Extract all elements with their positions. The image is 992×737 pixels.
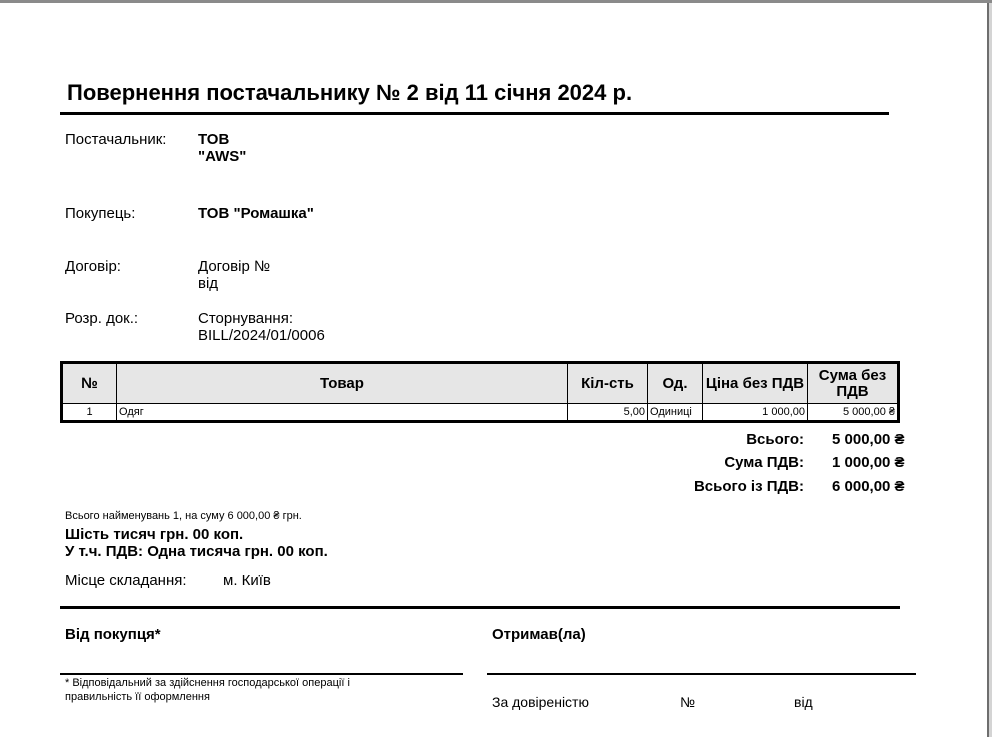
from-buyer-heading: Від покупця* (65, 626, 161, 643)
grand-total-value: 6 000,00 ₴ (832, 478, 905, 495)
col-header-price: Ціна без ПДВ (703, 363, 808, 404)
col-header-quantity: Кіл-сть (568, 363, 648, 404)
proxy-label: За довіреністю (492, 694, 589, 710)
items-table (60, 361, 900, 423)
total-label: Всього: (746, 431, 804, 448)
supplier-name-line1: ТОВ (198, 131, 230, 148)
received-heading: Отримав(ла) (492, 626, 586, 643)
col-header-number: № (62, 363, 117, 404)
supplier-name-line2: "AWS" (198, 148, 247, 165)
proxy-number-label: № (680, 694, 696, 710)
settlement-doc-label: Розр. док.: (65, 310, 139, 327)
buyer-signature-line (60, 673, 463, 675)
settlement-doc-line2: BILL/2024/01/0006 (198, 327, 325, 344)
buyer-name: ТОВ "Ромашка" (198, 205, 314, 222)
cell-quantity: 5,00 (568, 404, 648, 422)
cell-unit: Одиниці (648, 404, 703, 422)
proxy-date-label: від (794, 694, 813, 710)
cell-sum: 5 000,00 ₴ (808, 404, 899, 422)
place-value: м. Київ (223, 572, 271, 589)
total-value: 5 000,00 ₴ (832, 431, 905, 448)
section-separator (60, 606, 900, 609)
title-underline (60, 112, 889, 115)
col-header-product: Товар (117, 363, 568, 404)
supplier-label: Постачальник: (65, 131, 167, 148)
receiver-signature-line (487, 673, 916, 675)
document-title: Повернення постачальнику № 2 від 11 січня 2024 р. (67, 80, 633, 105)
window-top-border (0, 0, 992, 3)
cell-price: 1 000,00 (703, 404, 808, 422)
cell-product: Одяг (117, 404, 568, 422)
vat-in-words: У т.ч. ПДВ: Одна тисяча грн. 00 коп. (65, 543, 328, 560)
contract-line2: від (198, 275, 219, 292)
table-header-row (62, 363, 899, 404)
vat-label: Сума ПДВ: (724, 454, 804, 471)
col-header-unit: Од. (648, 363, 703, 404)
vat-value: 1 000,00 ₴ (832, 454, 905, 471)
settlement-doc-line1: Сторнування: (198, 310, 294, 327)
buyer-label: Покупець: (65, 205, 136, 222)
col-header-sum: Сума без ПДВ (808, 363, 899, 404)
place-label: Місце складання: (65, 572, 187, 589)
items-summary: Всього найменувань 1, на суму 6 000,00 ₴ грн. (65, 510, 302, 522)
grand-total-label: Всього із ПДВ: (693, 478, 804, 495)
contract-line1: Договір № (198, 258, 271, 275)
cell-number: 1 (62, 404, 117, 422)
total-in-words: Шість тисяч грн. 00 коп. (65, 526, 244, 543)
responsible-footnote: * Відповідальний за здійснення господарської операції і правильність її оформлення (65, 677, 350, 703)
table-row (62, 404, 899, 422)
contract-label: Договір: (65, 258, 121, 275)
